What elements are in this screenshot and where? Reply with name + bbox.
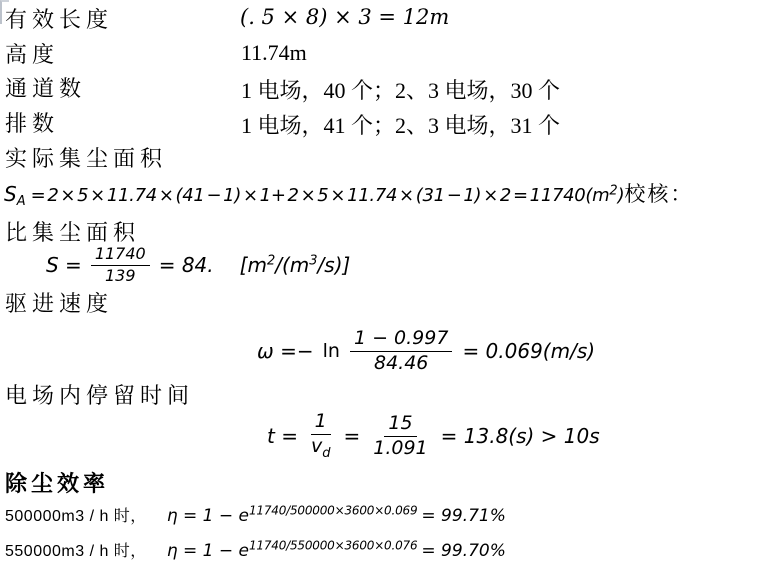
formula-result: = 0.069(m/s) [462, 339, 596, 363]
formula-superscript: 2 [609, 183, 618, 199]
formula-lhs: ω =− [257, 339, 314, 363]
formula-variable: S [4, 182, 17, 206]
unit-superscript: 3 [309, 253, 318, 269]
formula-close-paren: ) [617, 185, 625, 206]
formula-lhs: S = [46, 253, 82, 277]
formula-result: = 99.71% [421, 506, 506, 526]
residence-time-formula [267, 407, 600, 465]
migration-velocity-formula [257, 326, 595, 376]
spec-row-value: 11.74m [241, 40, 307, 65]
fraction-denominator: 1.091 [373, 436, 428, 459]
fraction [369, 411, 431, 459]
spec-row-value: 1 电场，41 个；2、3 电场，31 个 [241, 113, 561, 138]
fraction [91, 243, 150, 285]
formula-lhs: η = 1 − e [166, 541, 249, 561]
section-heading-migration-velocity: 驱进速度 [5, 291, 114, 316]
fraction-numerator: 1 [311, 412, 331, 435]
fraction-denominator: 139 [104, 265, 136, 285]
formula-exponent: 11740/550000×3600×0.076 [248, 538, 418, 553]
fraction-numerator: 11740 [91, 246, 150, 266]
fraction-numerator: 1 − 0.997 [350, 329, 452, 352]
section-heading-actual-area: 实际集尘面积 [5, 146, 168, 171]
fraction [350, 326, 452, 374]
ln-operator: ln [322, 340, 340, 362]
specific-area-formula [46, 241, 350, 289]
formula-result: = 13.8(s) > 10s [440, 424, 600, 448]
fraction-denominator: 84.46 [373, 351, 429, 374]
efficiency-case-550000 [5, 538, 506, 561]
flow-condition: 550000m3 / h 时， [5, 543, 147, 560]
unit-part: /(m [275, 253, 310, 277]
velocity-subscript: d [322, 445, 331, 461]
unit-superscript: 2 [266, 253, 276, 269]
spec-row-label: 高度 [5, 42, 60, 67]
spec-row-value: 1 电场，40 个；2、3 电场，30 个 [241, 78, 561, 103]
efficiency-formula [166, 503, 506, 526]
unit-part: [m [239, 253, 267, 277]
section-heading-residence-time: 电场内停留时间 [5, 383, 195, 408]
formula-exponent: 11740/500000×3600×0.069 [248, 503, 418, 518]
fraction-numerator: 15 [384, 414, 416, 437]
section-heading-efficiency: 除尘效率 [5, 471, 110, 496]
velocity-variable: v [310, 434, 323, 457]
equals-sign: = [343, 424, 361, 448]
actual-area-formula [4, 178, 693, 209]
spec-row-label: 排数 [5, 111, 60, 136]
fraction-denominator [307, 435, 335, 460]
efficiency-formula [166, 538, 506, 561]
efficiency-case-500000 [5, 503, 506, 526]
formula-subscript: A [16, 194, 26, 210]
spec-row-label: 有效长度 [5, 7, 114, 32]
formula-result: = 99.70% [421, 541, 506, 561]
spec-row-label: 通道数 [5, 76, 87, 101]
formula-lhs: η = 1 − e [166, 506, 249, 526]
unit-part: /s)] [317, 253, 351, 277]
formula-body: = 2 × 5 × 11.74 × (41 − 1) × 1+ 2 × 5 × 11.74 × (31 − 1) × 2 = 11740(m [30, 185, 610, 206]
formula-suffix: 校核： [624, 182, 694, 206]
fraction [307, 409, 335, 461]
flow-condition: 500000m3 / h 时， [5, 508, 147, 525]
section-heading-specific-area: 比集尘面积 [5, 220, 141, 245]
formula-result: = 84. [158, 253, 214, 277]
formula-unit [240, 253, 351, 277]
formula-lhs: t = [267, 424, 298, 448]
spec-row-value: (. 5 × 8) × 3 = 12m [240, 5, 450, 29]
